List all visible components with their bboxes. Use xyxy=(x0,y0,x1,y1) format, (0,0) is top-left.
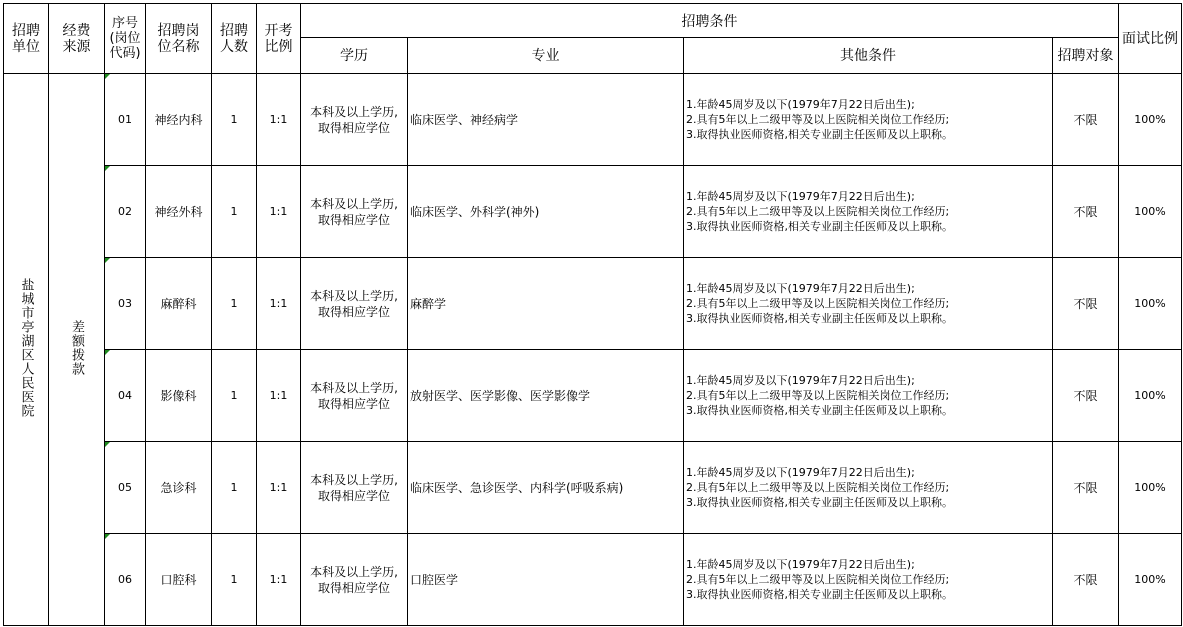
recruitment-table xyxy=(3,3,1182,626)
major-req: 麻醉学 xyxy=(408,258,684,350)
target-cell: 不限 xyxy=(1053,74,1119,166)
target-cell: 不限 xyxy=(1053,350,1119,442)
post-name: 口腔科 xyxy=(146,534,212,626)
post-code: 03 xyxy=(105,258,146,350)
exam-ratio: 1:1 xyxy=(257,258,301,350)
major-req: 临床医学、外科学(神外) xyxy=(408,166,684,258)
target-cell: 不限 xyxy=(1053,534,1119,626)
interview-ratio: 100% xyxy=(1119,258,1182,350)
interview-ratio: 100% xyxy=(1119,442,1182,534)
header-interview-ratio: 面试比例 xyxy=(1119,4,1182,74)
post-count: 1 xyxy=(212,534,257,626)
table-row xyxy=(4,74,1182,166)
header-target: 招聘对象 xyxy=(1053,38,1119,74)
education-req: 本科及以上学历, 取得相应学位 xyxy=(301,534,408,626)
header-unit: 招聘 单位 xyxy=(4,4,49,74)
other-conditions: 1.年龄45周岁及以下(1979年7月22日后出生); 2.具有5年以上二级甲等及以上医院相关岗位工作经历; 3.取得执业医师资格,相关专业副主任医师及以上职称。 xyxy=(684,74,1053,166)
education-req: 本科及以上学历, 取得相应学位 xyxy=(301,166,408,258)
header-code: 序号 (岗位 代码) xyxy=(105,4,146,74)
exam-ratio: 1:1 xyxy=(257,442,301,534)
other-conditions: 1.年龄45周岁及以下(1979年7月22日后出生); 2.具有5年以上二级甲等及以上医院相关岗位工作经历; 3.取得执业医师资格,相关专业副主任医师及以上职称。 xyxy=(684,534,1053,626)
post-code: 06 xyxy=(105,534,146,626)
header-row-1 xyxy=(4,4,1182,38)
table-row xyxy=(4,258,1182,350)
interview-ratio: 100% xyxy=(1119,166,1182,258)
header-count: 招聘 人数 xyxy=(212,4,257,74)
post-name: 麻醉科 xyxy=(146,258,212,350)
exam-ratio: 1:1 xyxy=(257,74,301,166)
header-education: 学历 xyxy=(301,38,408,74)
exam-ratio: 1:1 xyxy=(257,166,301,258)
other-conditions: 1.年龄45周岁及以下(1979年7月22日后出生); 2.具有5年以上二级甲等及以上医院相关岗位工作经历; 3.取得执业医师资格,相关专业副主任医师及以上职称。 xyxy=(684,350,1053,442)
header-post: 招聘岗 位名称 xyxy=(146,4,212,74)
target-cell: 不限 xyxy=(1053,166,1119,258)
table-row xyxy=(4,534,1182,626)
major-req: 放射医学、医学影像、医学影像学 xyxy=(408,350,684,442)
other-conditions: 1.年龄45周岁及以下(1979年7月22日后出生); 2.具有5年以上二级甲等及以上医院相关岗位工作经历; 3.取得执业医师资格,相关专业副主任医师及以上职称。 xyxy=(684,258,1053,350)
post-count: 1 xyxy=(212,442,257,534)
education-req: 本科及以上学历, 取得相应学位 xyxy=(301,74,408,166)
header-funding: 经费 来源 xyxy=(49,4,105,74)
interview-ratio: 100% xyxy=(1119,534,1182,626)
table-row xyxy=(4,350,1182,442)
exam-ratio: 1:1 xyxy=(257,534,301,626)
education-req: 本科及以上学历, 取得相应学位 xyxy=(301,258,408,350)
header-other: 其他条件 xyxy=(684,38,1053,74)
table-row xyxy=(4,166,1182,258)
post-name: 影像科 xyxy=(146,350,212,442)
post-count: 1 xyxy=(212,258,257,350)
major-req: 临床医学、急诊医学、内科学(呼吸系病) xyxy=(408,442,684,534)
unit-cell: 盐城市亭湖区人民医院 xyxy=(4,74,49,626)
interview-ratio: 100% xyxy=(1119,350,1182,442)
other-conditions: 1.年龄45周岁及以下(1979年7月22日后出生); 2.具有5年以上二级甲等及以上医院相关岗位工作经历; 3.取得执业医师资格,相关专业副主任医师及以上职称。 xyxy=(684,442,1053,534)
post-count: 1 xyxy=(212,166,257,258)
post-name: 神经外科 xyxy=(146,166,212,258)
post-code: 05 xyxy=(105,442,146,534)
post-name: 急诊科 xyxy=(146,442,212,534)
exam-ratio: 1:1 xyxy=(257,350,301,442)
header-conditions: 招聘条件 xyxy=(301,4,1119,38)
interview-ratio: 100% xyxy=(1119,74,1182,166)
post-code: 01 xyxy=(105,74,146,166)
post-code: 04 xyxy=(105,350,146,442)
education-req: 本科及以上学历, 取得相应学位 xyxy=(301,442,408,534)
post-count: 1 xyxy=(212,350,257,442)
header-ratio: 开考 比例 xyxy=(257,4,301,74)
post-name: 神经内科 xyxy=(146,74,212,166)
target-cell: 不限 xyxy=(1053,442,1119,534)
target-cell: 不限 xyxy=(1053,258,1119,350)
funding-cell: 差额拨款 xyxy=(49,74,105,626)
major-req: 口腔医学 xyxy=(408,534,684,626)
other-conditions: 1.年龄45周岁及以下(1979年7月22日后出生); 2.具有5年以上二级甲等及以上医院相关岗位工作经历; 3.取得执业医师资格,相关专业副主任医师及以上职称。 xyxy=(684,166,1053,258)
post-count: 1 xyxy=(212,74,257,166)
post-code: 02 xyxy=(105,166,146,258)
major-req: 临床医学、神经病学 xyxy=(408,74,684,166)
table-row xyxy=(4,442,1182,534)
education-req: 本科及以上学历, 取得相应学位 xyxy=(301,350,408,442)
header-major: 专业 xyxy=(408,38,684,74)
